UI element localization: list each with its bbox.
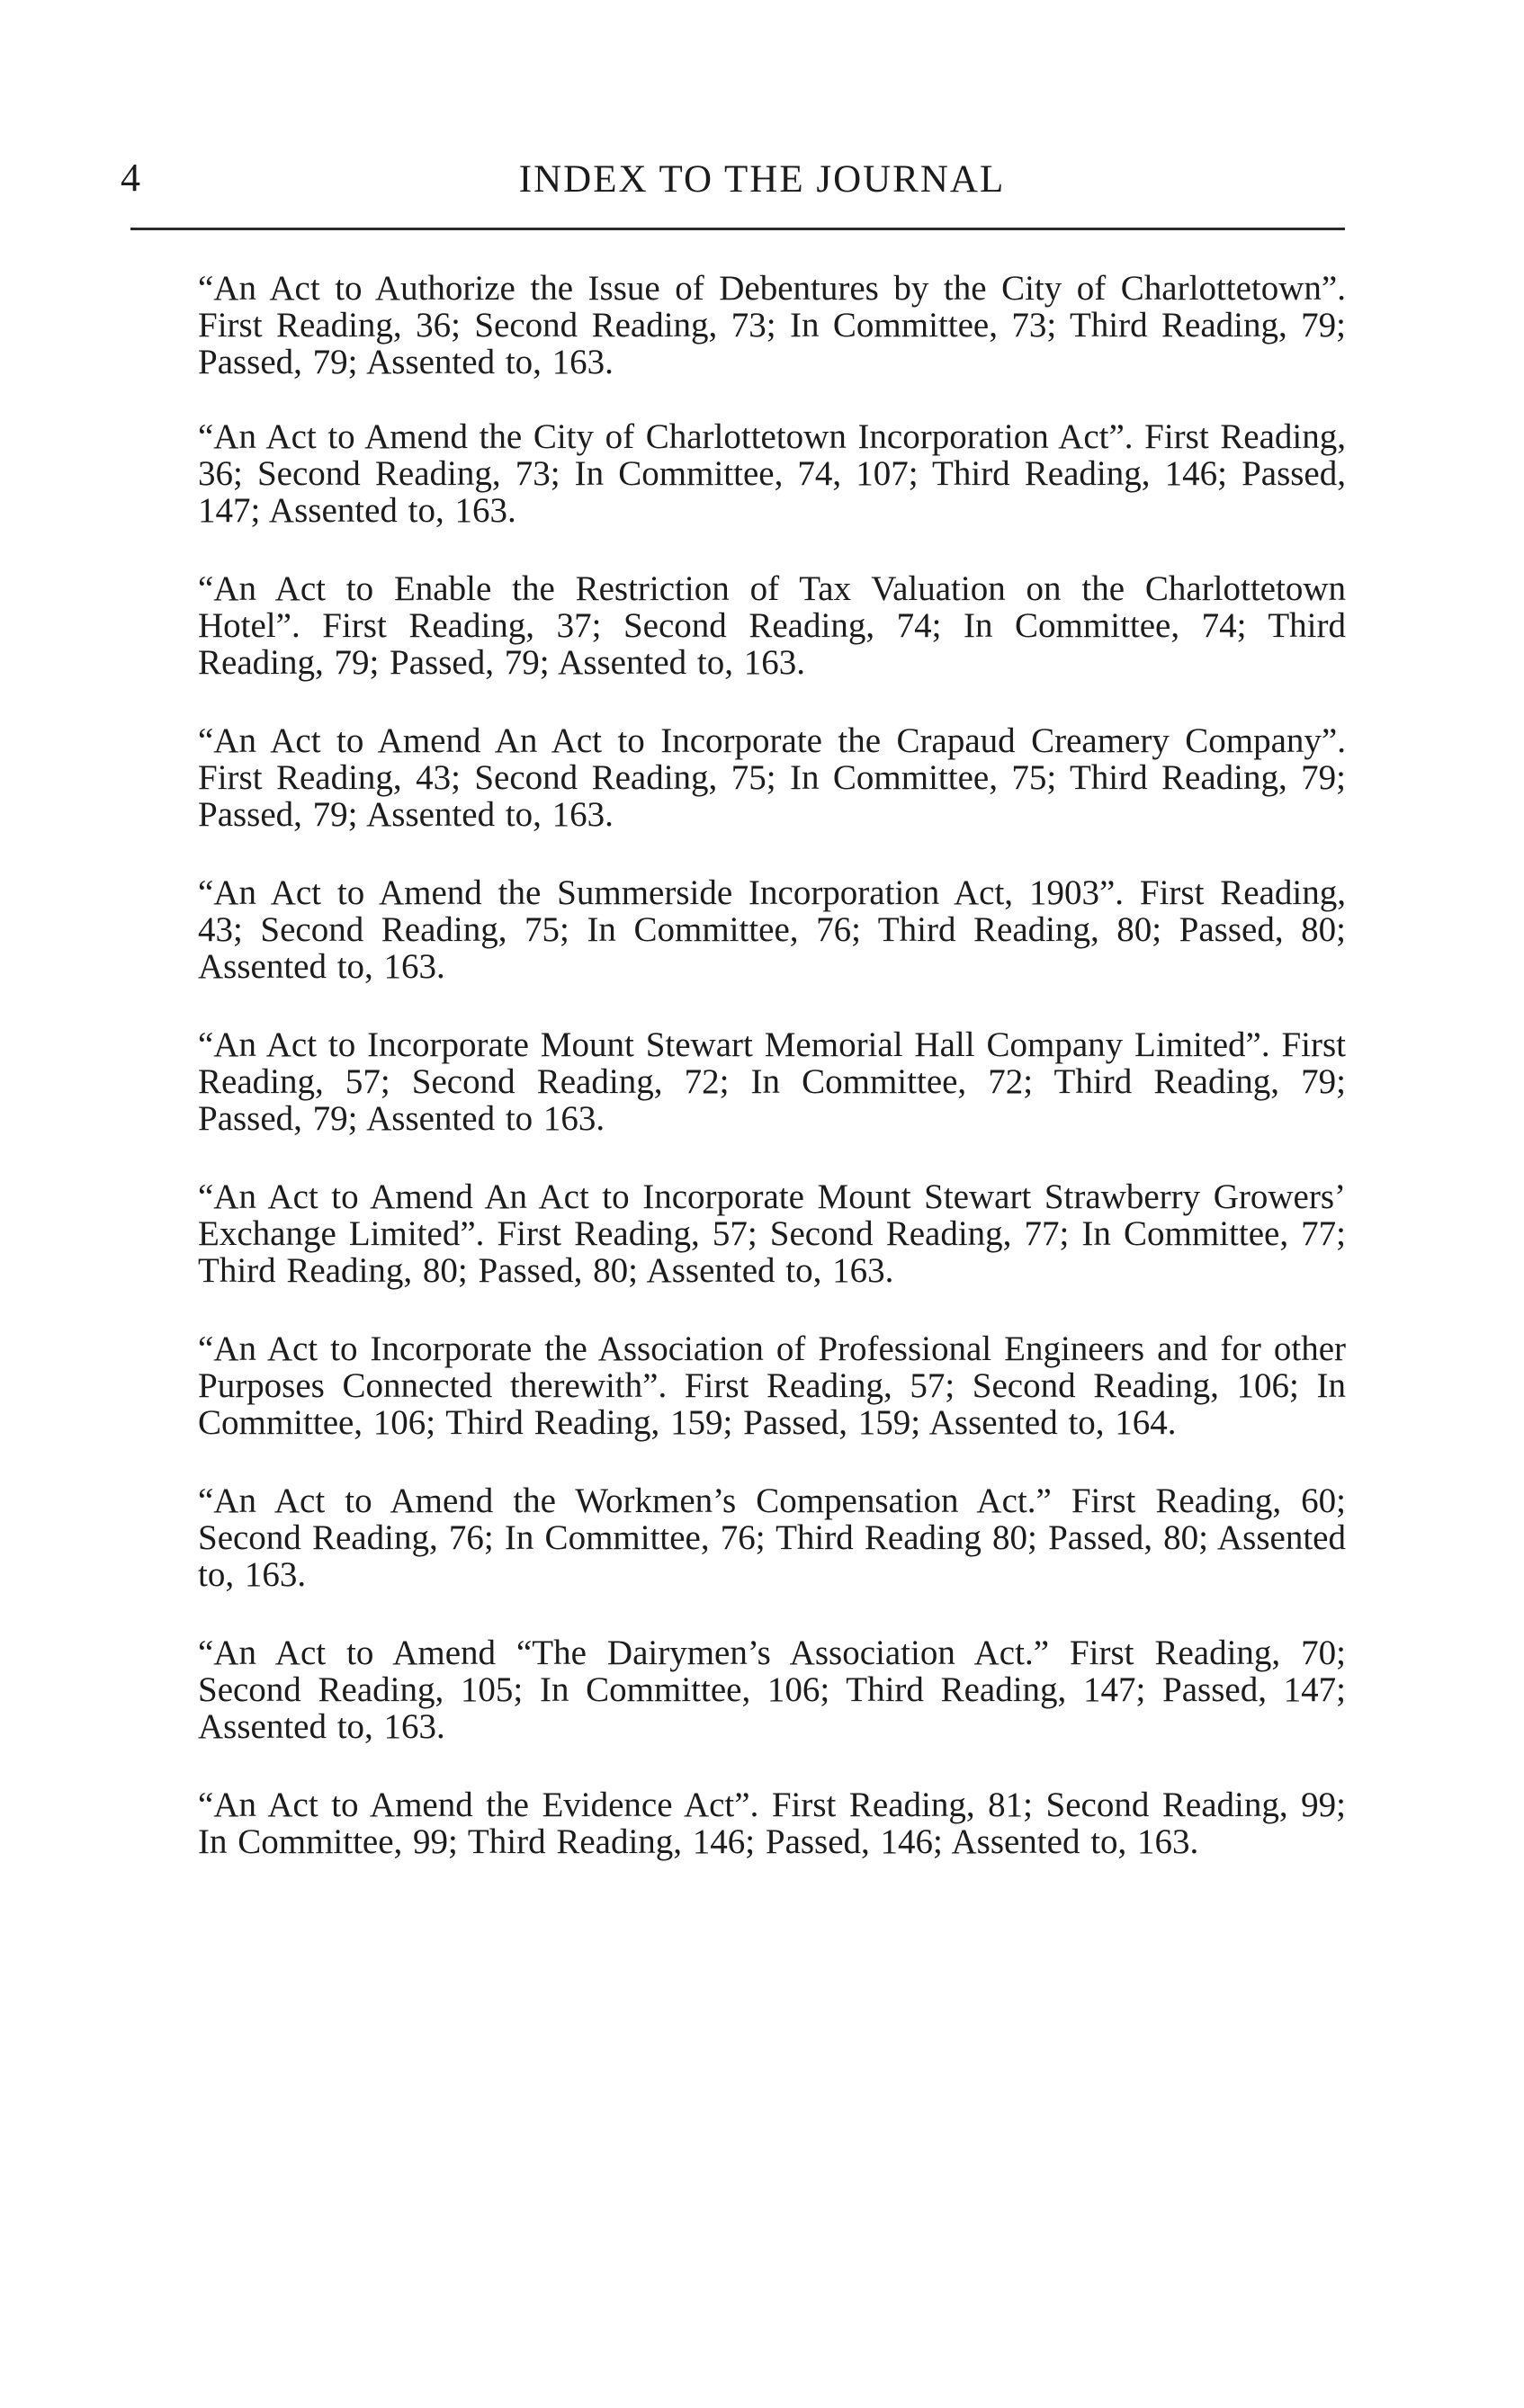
index-entry: “An Act to Incorporate Mount Stewart Memorial Hall Company Limited”. First Reading, 57; Second Reading, 72; In Committee, 72; Third Reading, 79; Passed, 79; Assented to 163. xyxy=(198,1025,1346,1138)
header-rule xyxy=(130,228,1345,230)
index-entry: “An Act to Amend the City of Charlottetown Incorporation Act”. First Reading, 36; Second Reading, 73; In Committee, 74, 107; Third Reading, 146; Passed, 147; Assented to, 163. xyxy=(198,417,1346,530)
page-number: 4 xyxy=(121,156,140,200)
index-entry: “An Act to Authorize the Issue of Debentures by the City of Charlottetown”. First Reading, 36; Second Reading, 73; In Committee, 73; Third Reading, 79; Passed, 79; Assented to, 163. xyxy=(198,269,1346,381)
index-entry: “An Act to Amend the Summerside Incorporation Act, 1903”. First Reading, 43; Second Reading, 75; In Committee, 76; Third Reading, 80; Passed, 80; Assented to, 163. xyxy=(198,873,1346,986)
index-entry: “An Act to Amend “The Dairymen’s Association Act.” First Reading, 70; Second Reading, 105; In Committee, 106; Third Reading, 147; Passed, 147; Assented to, 163. xyxy=(198,1634,1346,1746)
index-entry: “An Act to Enable the Restriction of Tax Valuation on the Charlottetown Hotel”. First Reading, 37; Second Reading, 74; In Committee, 74; Third Reading, 79; Passed, 79; Assented to, 163. xyxy=(198,569,1346,682)
index-entry: “An Act to Amend An Act to Incorporate Mount Stewart Strawberry Growers’ Exchange Limited”. First Reading, 57; Second Reading, 77; In Committee, 77; Third Reading, 80; Passed, 80; Assented to, 163. xyxy=(198,1177,1346,1290)
index-entry: “An Act to Amend An Act to Incorporate the Crapaud Creamery Company”. First Reading, 43; Second Reading, 75; In Committee, 75; Third Reading, 79; Passed, 79; Assented to, 163. xyxy=(198,721,1346,834)
index-entry: “An Act to Amend the Workmen’s Compensation Act.” First Reading, 60; Second Reading, 76; In Committee, 76; Third Reading 80; Passed, 80; Assented to, 163. xyxy=(198,1482,1346,1594)
index-entries xyxy=(198,270,1346,1860)
running-head: INDEX TO THE JOURNAL xyxy=(518,158,1006,201)
index-entry: “An Act to Incorporate the Association of Professional Engineers and for other Purposes Connected therewith”. First Reading, 57; Second Reading, 106; In Committee, 106; Third Reading, 159; Passed, 159; Assented to, 164. xyxy=(198,1329,1346,1442)
index-entry: “An Act to Amend the Evidence Act”. First Reading, 81; Second Reading, 99; In Committee, 99; Third Reading, 146; Passed, 146; Assented to, 163. xyxy=(198,1786,1346,1861)
